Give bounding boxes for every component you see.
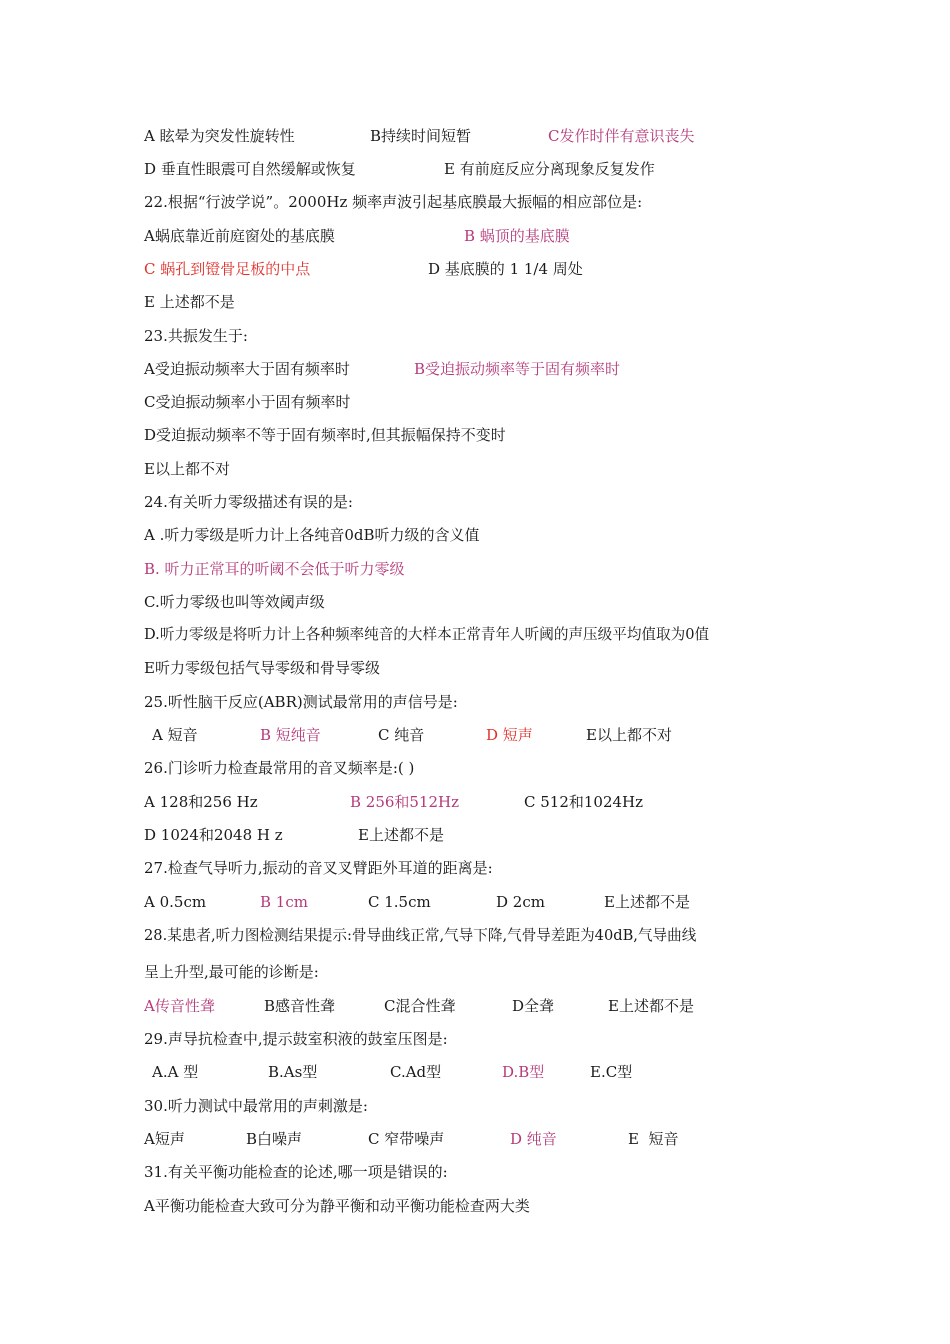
option-30-a: A短声 xyxy=(144,1130,185,1148)
option-28-e: E上述都不是 xyxy=(608,997,694,1015)
option-30-d-answer: D 纯音 xyxy=(510,1130,557,1148)
option-23-e: E以上都不对 xyxy=(144,460,230,478)
option-24-e: E听力零级包括气导零级和骨导零级 xyxy=(144,659,380,677)
option-29-e: E.C型 xyxy=(590,1063,633,1081)
option-27-b-answer: B 1cm xyxy=(260,893,308,911)
question-24-text: 24.有关听力零级描述有误的是: xyxy=(144,493,353,511)
option-21-c-answer: C发作时伴有意识丧失 xyxy=(548,127,695,145)
option-25-c: C 纯音 xyxy=(378,726,425,744)
option-30-b: B白噪声 xyxy=(246,1130,303,1148)
option-21-d: D 垂直性眼震可自然缓解或恢复 xyxy=(144,160,356,178)
option-29-d-answer: D.B型 xyxy=(502,1063,545,1081)
option-28-d: D全聋 xyxy=(512,997,555,1015)
option-25-b: B 短纯音 xyxy=(260,726,321,744)
option-24-a: A .听力零级是听力计上各纯音0dB听力级的含义值 xyxy=(144,526,480,544)
option-28-a-answer: A传音性聋 xyxy=(144,997,215,1015)
option-21-a: A 眩晕为突发性旋转性 xyxy=(144,127,295,145)
option-26-d: D 1024和2048 H z xyxy=(144,826,283,844)
question-28-text-line1: 28.某患者,听力图检测结果提示:骨导曲线正常,气导下降,气骨导差距为40dB,气导曲线 xyxy=(144,927,697,944)
option-29-a: A.A 型 xyxy=(152,1063,199,1081)
option-22-a: A蜗底靠近前庭窗处的基底膜 xyxy=(144,227,335,245)
question-29-text: 29.声导抗检查中,提示鼓室积液的鼓室压图是: xyxy=(144,1030,448,1048)
option-27-c: C 1.5cm xyxy=(368,893,431,911)
option-23-c: C受迫振动频率小于固有频率时 xyxy=(144,393,351,411)
option-29-b: B.As型 xyxy=(268,1063,318,1081)
option-25-a: A 短音 xyxy=(152,726,198,744)
option-22-d: D 基底膜的 1 1/4 周处 xyxy=(428,260,583,278)
option-27-a: A 0.5cm xyxy=(144,893,207,911)
question-26-text: 26.门诊听力检查最常用的音叉频率是:( ) xyxy=(144,759,415,777)
option-24-d: D.听力零级是将听力计上各种频率纯音的大样本正常青年人听阈的声压级平均值取为0值 xyxy=(144,626,710,643)
option-24-b-answer: B. 听力正常耳的听阈不会低于听力零级 xyxy=(144,560,405,578)
option-25-e: E以上都不对 xyxy=(586,726,672,744)
option-26-e: E上述都不是 xyxy=(358,826,444,844)
question-25-text: 25.听性脑干反应(ABR)测试最常用的声信号是: xyxy=(144,693,458,711)
question-22-text: 22.根据“行波学说”。2000Hz 频率声波引起基底膜最大振幅的相应部位是: xyxy=(144,193,643,211)
option-26-c: C 512和1024Hz xyxy=(524,793,644,811)
question-31-text: 31.有关平衡功能检查的论述,哪一项是错误的: xyxy=(144,1163,448,1181)
option-22-b: B 蜗顶的基底膜 xyxy=(464,227,570,245)
question-23-text: 23.共振发生于: xyxy=(144,327,248,345)
option-23-a: A受迫振动频率大于固有频率时 xyxy=(144,360,350,378)
option-31-a: A平衡功能检查大致可分为静平衡和动平衡功能检查两大类 xyxy=(144,1197,530,1215)
question-28-text-line2: 呈上升型,最可能的诊断是: xyxy=(144,963,319,981)
option-28-c: C混合性聋 xyxy=(384,997,456,1015)
option-22-e: E 上述都不是 xyxy=(144,293,235,311)
question-30-text: 30.听力测试中最常用的声刺激是: xyxy=(144,1097,368,1115)
option-26-b-answer: B 256和512Hz xyxy=(350,793,460,811)
option-22-c-answer: C 蜗孔到镫骨足板的中点 xyxy=(144,260,311,278)
option-21-e: E 有前庭反应分离现象反复发作 xyxy=(444,160,655,178)
option-30-e: E 短音 xyxy=(628,1130,679,1148)
option-27-e: E上述都不是 xyxy=(604,893,690,911)
option-30-c: C 窄带噪声 xyxy=(368,1130,445,1148)
option-23-b-answer: B受迫振动频率等于固有频率时 xyxy=(414,360,621,378)
option-27-d: D 2cm xyxy=(496,893,545,911)
option-21-b: B持续时间短暂 xyxy=(370,127,472,145)
option-23-d: D受迫振动频率不等于固有频率时,但其振幅保持不变时 xyxy=(144,426,506,444)
option-26-a: A 128和256 Hz xyxy=(144,793,258,811)
option-28-b: B感音性聋 xyxy=(264,997,336,1015)
option-25-d-answer: D 短声 xyxy=(486,726,533,744)
option-29-c: C.Ad型 xyxy=(390,1063,442,1081)
question-27-text: 27.检查气导听力,振动的音叉叉臂距外耳道的距离是: xyxy=(144,859,493,877)
option-24-c: C.听力零级也叫等效阈声级 xyxy=(144,593,325,611)
